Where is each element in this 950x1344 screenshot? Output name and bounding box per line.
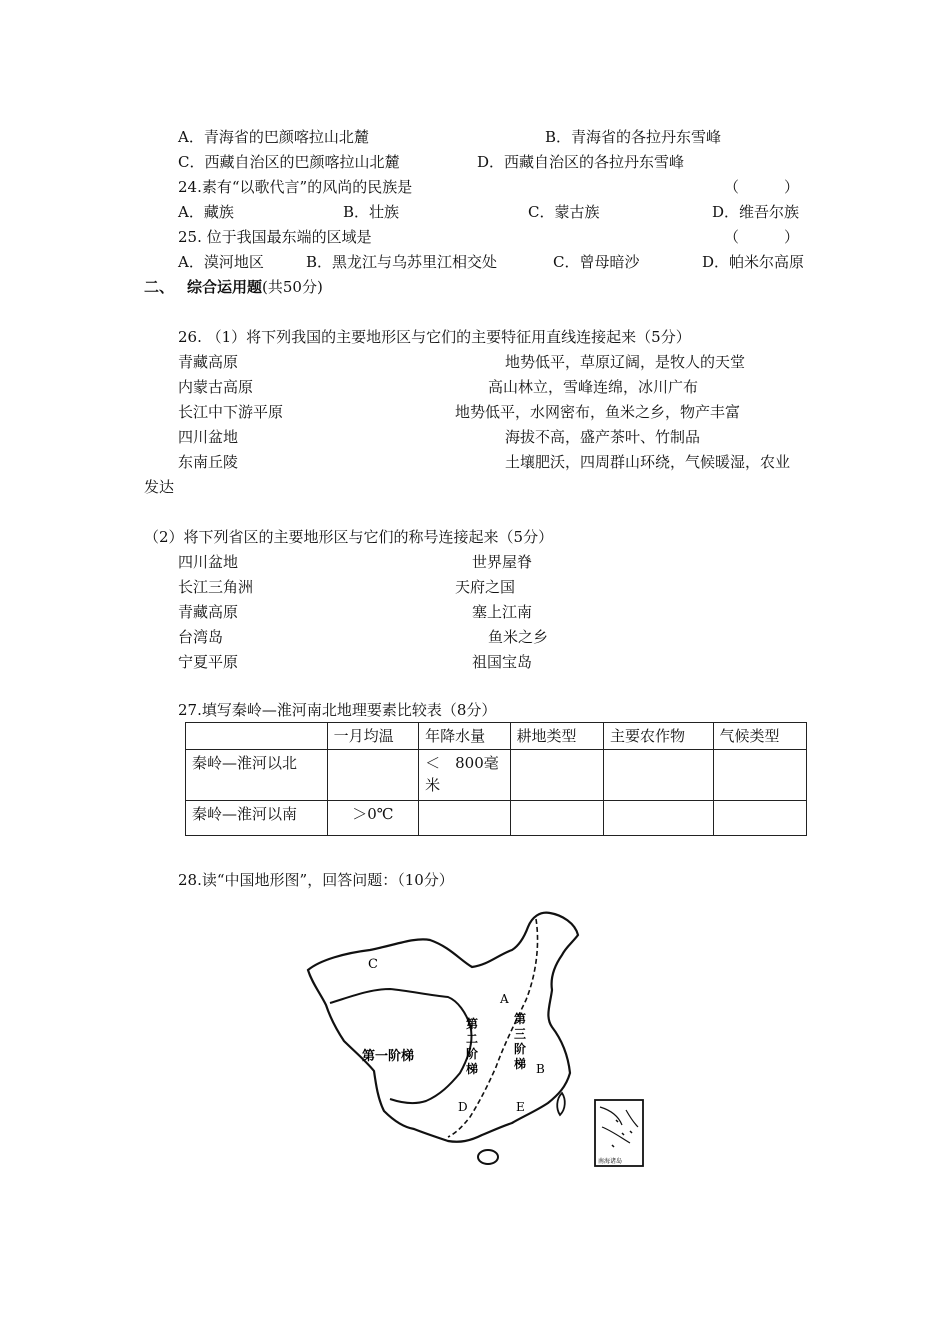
table-cell: ＜ 800毫米 (419, 750, 510, 801)
hainan-island (478, 1150, 498, 1164)
table-header-row (186, 723, 807, 750)
q26-part1-right-item: 高山林立，雪峰连绵，冰川广布 (488, 378, 699, 396)
map-label-step3-char: 三 (514, 1027, 527, 1041)
step1-boundary-line (330, 989, 472, 1103)
table-cell (327, 750, 418, 801)
map-label-step2-char: 二 (466, 1032, 479, 1046)
q26-part2-left-item: 台湾岛 (178, 628, 224, 646)
map-label-step2-char: 阶 (466, 1047, 479, 1061)
table-cell (603, 750, 713, 801)
table-cell (603, 801, 713, 836)
china-terrain-map (300, 905, 650, 1180)
q26-part2-left-item: 青藏高原 (178, 603, 239, 621)
q26-part2-left-item: 长江三角洲 (178, 578, 254, 596)
map-label-step3-char: 梯 (514, 1057, 527, 1071)
section-number: 二、 (144, 278, 175, 296)
q25-option-c: C．曾母暗沙 (553, 253, 640, 271)
south-sea-inset-coast (600, 1107, 638, 1143)
comparison-table (185, 722, 807, 836)
q25-stem: 25. 位于我国最东端的区域是 (178, 228, 372, 246)
q26-part2-right-item: 塞上江南 (472, 603, 533, 621)
table-header-cell: 气候类型 (713, 723, 807, 750)
table-cell (419, 801, 510, 836)
q27-stem: 27.填写秦岭—淮河南北地理要素比较表（8分） (178, 701, 497, 719)
table-cell (510, 801, 603, 836)
map-label-a: A (500, 992, 509, 1006)
q26-part1-right-item: 海拔不高，盛产茶叶、竹制品 (505, 428, 701, 446)
q24-option-d: D．维吾尔族 (712, 203, 800, 221)
q25-option-d: D．帕米尔高原 (702, 253, 805, 271)
map-label-step3-char: 阶 (514, 1042, 527, 1056)
q24-option-b: B．壮族 (343, 203, 400, 221)
q23-option-b: B．青海省的各拉丹东雪峰 (545, 128, 722, 146)
table-header-cell: 年降水量 (419, 723, 510, 750)
south-sea-inset-caption: 南海诸岛 (598, 1158, 623, 1165)
q26-part1-left-item: 东南丘陵 (178, 453, 239, 471)
table-header-cell (186, 723, 328, 750)
map-label-step1: 第一阶梯 (362, 1049, 415, 1064)
q26-part2-right-item: 天府之国 (455, 578, 516, 596)
south-sea-inset-frame (595, 1100, 643, 1166)
table-cell: 秦岭—淮河以北 (186, 750, 328, 801)
table-row (186, 801, 807, 836)
q26-part2-right-item: 鱼米之乡 (488, 628, 549, 646)
taiwan-island (557, 1093, 565, 1115)
map-label-d: D (458, 1100, 468, 1114)
q26-part2-right-item: 祖国宝岛 (472, 653, 533, 671)
q24-answer-blank: （ ） (724, 178, 800, 196)
q26-part1-left-item: 青藏高原 (178, 353, 239, 371)
table-cell (713, 801, 807, 836)
map-label-c: C (368, 957, 378, 972)
table-header-cell: 主要农作物 (603, 723, 713, 750)
q24-stem: 24.素有“以歌代言”的风尚的民族是 (178, 178, 413, 196)
table-header-cell: 耕地类型 (510, 723, 603, 750)
q26-part1-wrap-text: 发达 (144, 478, 175, 496)
table-header-cell: 一月均温 (327, 723, 418, 750)
map-label-step2-char: 梯 (466, 1062, 479, 1076)
section-title-text: 综合运用题 (187, 278, 263, 296)
q25-answer-blank: （ ） (724, 228, 800, 246)
q23-option-a: A．青海省的巴颜喀拉山北麓 (178, 128, 369, 146)
map-label-step3-char: 第 (514, 1012, 527, 1026)
section-title (187, 277, 323, 297)
map-label-step2-char: 第 (466, 1017, 479, 1031)
table-cell: 秦岭—淮河以南 (186, 801, 328, 836)
table-row (186, 750, 807, 801)
q26-part2-left-item: 宁夏平原 (178, 653, 239, 671)
table-cell: ＞0℃ (327, 801, 418, 836)
q24-option-c: C．蒙古族 (528, 203, 600, 221)
q26-part1-left-item: 内蒙古高原 (178, 378, 254, 396)
map-label-b: B (536, 1062, 545, 1076)
map-label-e: E (516, 1100, 525, 1114)
q24-option-a: A．藏族 (178, 203, 234, 221)
q26-part1-stem: 26. （1）将下列我国的主要地形区与它们的主要特征用直线连接起来（5分） (178, 328, 691, 346)
q26-part1-right-item: 土壤肥沃，四周群山环绕，气候暖湿，农业 (505, 453, 791, 471)
q26-part2-stem: （2）将下列省区的主要地形区与它们的称号连接起来（5分） (144, 528, 554, 546)
q25-option-b: B．黑龙江与乌苏里江相交处 (306, 253, 498, 271)
q28-stem: 28.读“中国地形图”，回答问题：（10分） (178, 871, 454, 889)
q26-part2-right-item: 世界屋脊 (472, 553, 533, 571)
q25-option-a: A．漠河地区 (178, 253, 264, 271)
q26-part1-right-item: 地势低平，草原辽阔，是牧人的天堂 (505, 353, 746, 371)
table-cell (713, 750, 807, 801)
q26-part1-left-item: 四川盆地 (178, 428, 239, 446)
q23-option-c: C．西藏自治区的巴颜喀拉山北麓 (178, 153, 400, 171)
q26-part1-right-item: 地势低平，水网密布，鱼米之乡，物产丰富 (455, 403, 741, 421)
table-cell (510, 750, 603, 801)
q26-part2-left-item: 四川盆地 (178, 553, 239, 571)
q26-part1-left-item: 长江中下游平原 (178, 403, 284, 421)
q23-option-d: D．西藏自治区的各拉丹东雪峰 (477, 153, 685, 171)
section-score: (共50分) (262, 278, 323, 296)
